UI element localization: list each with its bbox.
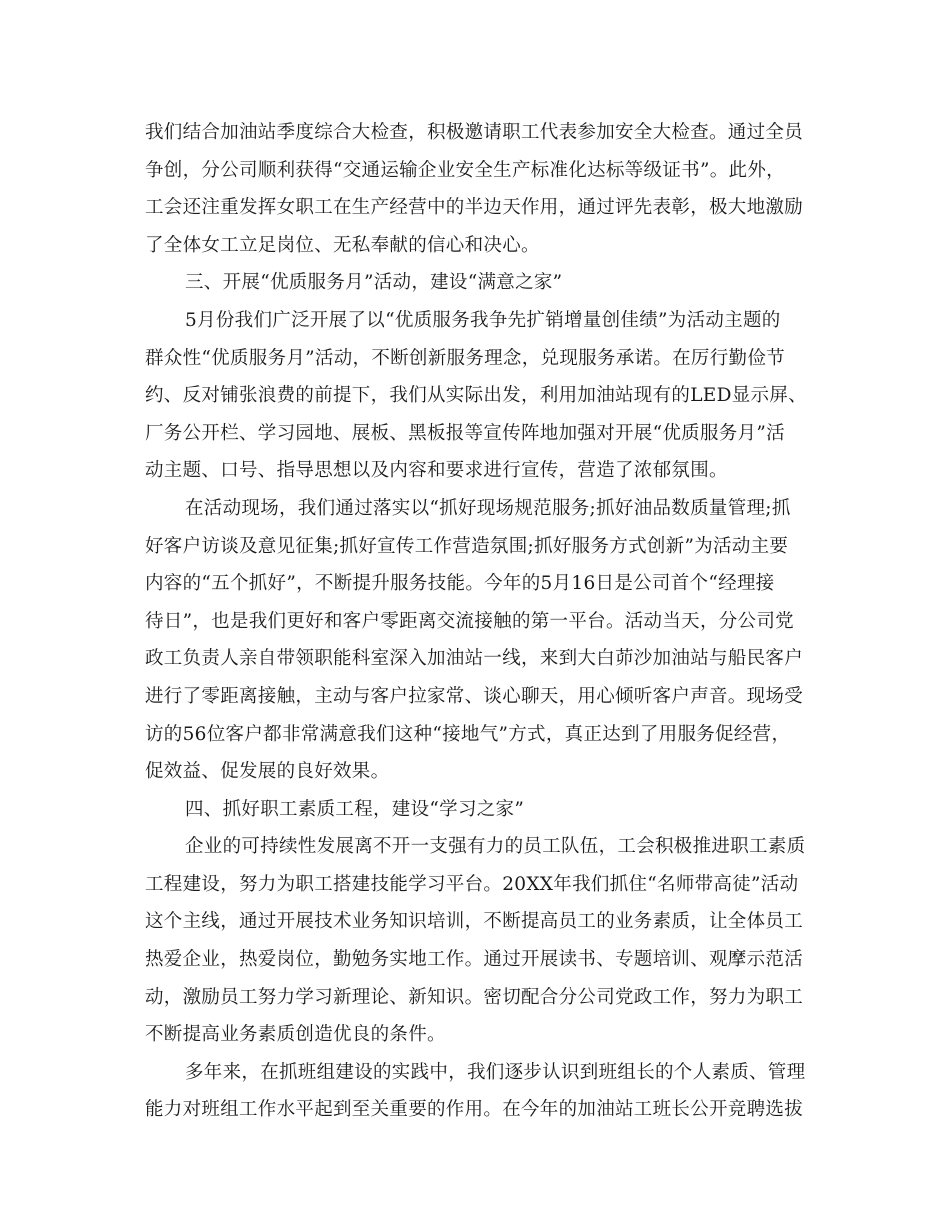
text-line-11: 在活动现场，我们通过落实以“抓好现场规范服务;抓好油品数质量管理;抓 [185, 497, 791, 519]
text-line-15: 政工负责人亲自带领职能科室深入加油站一线，来到大白茆沙加油站与船民客户 [145, 648, 804, 670]
section-heading-3: 三、开展“优质服务月”活动，建设“满意之家” [185, 272, 563, 294]
text-line-9: 厂务公开栏、学习园地、展板、黑板报等宣传阵地加强对开展“优质服务月”活 [145, 422, 785, 444]
text-line-24: 动，激励员工努力学习新理论、新知识。密切配合分公司党政工作，努力为职工 [145, 986, 804, 1008]
text-line-8: 约、反对铺张浪费的前提下，我们从实际出发，利用加油站现有的LED显示屏、 [145, 385, 807, 407]
text-line-23: 热爱企业，热爱岗位，勤勉务实地工作。通过开展读书、专题培训、观摩示范活 [145, 949, 804, 971]
text-line-16: 进行了零距离接触，主动与客户拉家常、谈心聊天，用心倾听客户声音。现场受 [145, 685, 804, 707]
text-line-12: 好客户访谈及意见征集;抓好宣传工作营造氛围;抓好服务方式创新”为活动主要 [145, 535, 789, 557]
text-line-7: 群众性“优质服务月”活动，不断创新服务理念，兑现服务承诺。在厉行勤俭节 [145, 347, 785, 369]
text-line-22: 这个主线，通过开展技术业务知识培训，不断提高员工的业务素质，让全体员工 [145, 911, 804, 933]
text-line-18: 促效益、促发展的良好效果。 [145, 761, 390, 783]
text-line-27: 能力对班组工作水平起到至关重要的作用。在今年的加油站工班长公开竞聘选拔 [145, 1099, 804, 1121]
text-line-3: 工会还注重发挥女职工在生产经营中的半边天作用，通过评先表彰，极大地激励 [145, 197, 804, 219]
text-line-14: 待日”，也是我们更好和客户零距离交流接触的第一平台。活动当天，分公司党 [145, 610, 794, 632]
text-line-1: 我们结合加油站季度综合大检查，积极邀请职工代表参加安全大检查。通过全员 [145, 122, 804, 143]
text-line-10: 动主题、口号、指导思想以及内容和要求进行宣传，营造了浓郁氛围。 [145, 460, 728, 482]
text-line-25: 不断提高业务素质创造优良的条件。 [145, 1024, 446, 1046]
text-line-17: 访的56位客户都非常满意我们这种“接地气”方式，真正达到了用服务促经营， [145, 723, 791, 745]
text-line-4: 了全体女工立足岗位、无私奉献的信心和决心。 [145, 234, 540, 256]
text-line-6: 5月份我们广泛开展了以“优质服务我争先扩销增量创佳绩”为活动主题的 [185, 309, 781, 331]
text-line-20: 企业的可持续性发展离不开一支强有力的员工队伍，工会积极推进职工素质 [185, 836, 806, 858]
text-line-26: 多年来，在抓班组建设的实践中，我们逐步认识到班组长的个人素质、管理 [185, 1061, 806, 1083]
document-body [145, 114, 805, 1129]
section-heading-4: 四、抓好职工素质工程，建设“学习之家” [185, 798, 525, 820]
text-line-21: 工程建设，努力为职工搭建技能学习平台。20XX年我们抓住“名师带高徒”活动 [145, 873, 799, 895]
text-line-13: 内容的“五个抓好”，不断提升服务技能。今年的5月16日是公司首个“经理接 [145, 573, 775, 595]
text-line-2: 争创，分公司顺利获得“交通运输企业安全生产标准化达标等级证书”。此外， [145, 159, 785, 181]
